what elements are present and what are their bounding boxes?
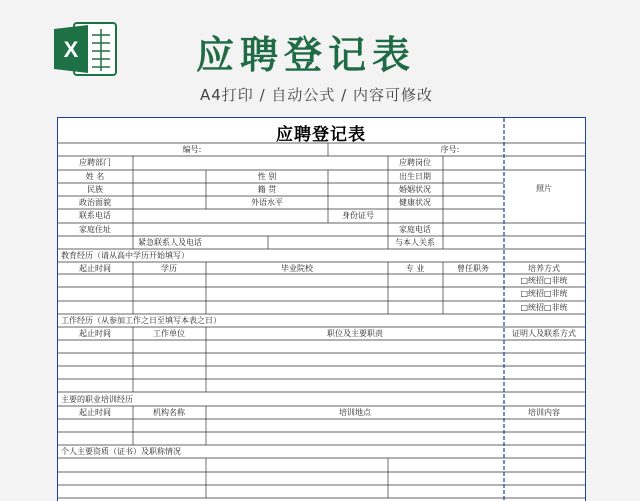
training-col-org: 机构名称 (153, 408, 185, 417)
emergency-label: 紧急联系人及电话 (138, 238, 202, 247)
edu-col-mode: 培养方式 (528, 264, 560, 273)
training-col-location: 培训地点 (339, 408, 371, 417)
svg-text:X: X (63, 37, 79, 62)
birth-label: 出生日期 (399, 172, 431, 181)
work-heading: 工作经历（从参加工作之日至填写本表之日） (61, 316, 221, 325)
gender-label: 性 别 (257, 172, 277, 181)
edu-mode-option[interactable]: □统招□非统 (520, 276, 568, 285)
work-col-duties: 职位及主要职责 (327, 329, 383, 338)
relation-label: 与本人关系 (395, 238, 435, 247)
edu-col-period: 起止时间 (79, 264, 111, 273)
home-phone-label: 家庭电话 (399, 225, 431, 234)
phone-label: 联系电话 (79, 211, 111, 220)
application-form-sheet (57, 117, 586, 501)
edu-col-major: 专 业 (405, 264, 425, 273)
address-label: 家庭住址 (79, 225, 111, 234)
political-label: 政治面貌 (79, 198, 111, 207)
ethnicity-label: 民族 (87, 185, 103, 194)
edu-mode-option[interactable]: □统招□非统 (520, 303, 568, 312)
language-label: 外语水平 (251, 198, 283, 207)
qualification-heading: 个人主要资质（证书）及职称情况 (61, 447, 181, 456)
photo-label: 照片 (536, 184, 552, 193)
name-label: 姓 名 (85, 172, 105, 181)
edu-mode-option[interactable]: □统招□非统 (520, 289, 568, 298)
banner-subtitle: A4打印 / 自动公式 / 内容可修改 (200, 86, 433, 104)
work-col-company: 工作单位 (153, 329, 185, 338)
form-grid-lines (58, 118, 585, 501)
form-title: 应聘登记表 (276, 125, 366, 145)
number-label: 编号: (182, 145, 202, 154)
position-label: 应聘岗位 (399, 158, 431, 167)
training-col-period: 起止时间 (79, 408, 111, 417)
department-label: 应聘部门 (79, 158, 111, 167)
training-heading: 主要的职业培训经历 (61, 395, 133, 404)
training-col-content: 培训内容 (528, 408, 560, 417)
marital-label: 婚姻状况 (399, 185, 431, 194)
excel-icon (52, 21, 118, 77)
health-label: 健康状况 (399, 198, 431, 207)
template-banner (0, 0, 640, 116)
banner-title: 应聘登记表 (196, 33, 417, 77)
seq-label: 序号: (440, 145, 460, 154)
work-col-reference: 证明人及联系方式 (512, 329, 576, 338)
edu-col-school: 毕业院校 (281, 264, 313, 273)
education-heading: 教育经历（请从高中学历开始填写） (61, 251, 189, 260)
edu-col-degree: 学历 (161, 264, 177, 273)
work-col-period: 起止时间 (79, 329, 111, 338)
origin-label: 籍 贯 (257, 185, 277, 194)
id-number-label: 身份证号 (342, 211, 374, 220)
edu-col-role: 曾任职务 (457, 264, 489, 273)
